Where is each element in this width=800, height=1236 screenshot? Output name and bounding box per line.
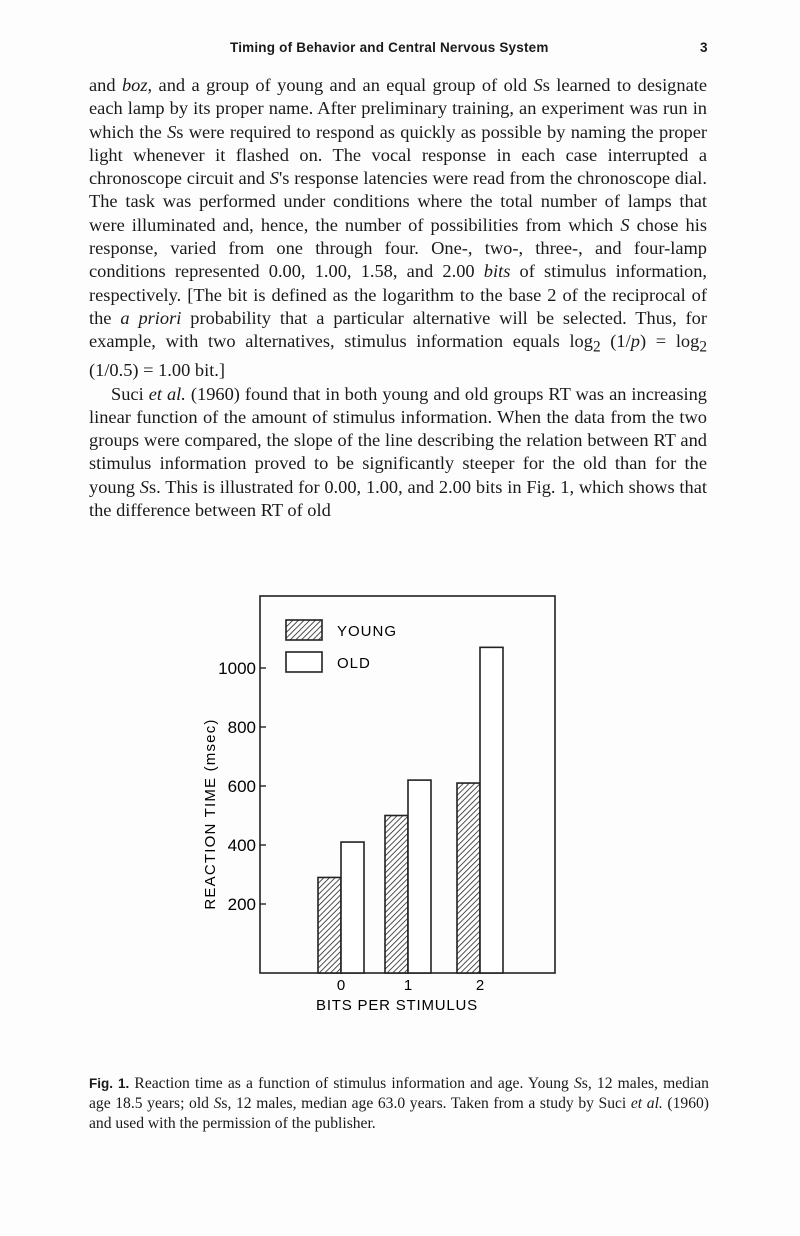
y-tick-label: 800 [227,718,256,737]
text-span: s learned to designate each lamp by its proper name. After preliminary training, an experiment was run in which the [89,75,708,142]
text-span: (1960) found that in both young and old groups RT was an increasing linear function of the amount of stimulus information. When the data from the two groups were compared, the slope of the line describing the relation between RT and stimulus information proved to be significantly steeper for the old than for the young [89,383,707,497]
text-span: p [630,331,640,352]
x-tick-label: 0 [336,977,346,994]
legend [286,620,397,672]
text-span: s. This is illustrated for 0.00, 1.00, and 2.00 bits in Fig. 1, which shows that the difference between RT of old [89,476,707,521]
bar-old-1 [408,780,431,973]
text-span: boz [121,75,148,95]
x-axis [337,977,484,994]
figure-1 [0,590,800,1065]
text-span: and [89,75,122,95]
text-span: s, 12 males, median age 18.5 years; old [89,1075,709,1112]
bar-young-1 [385,816,408,974]
x-tick-label: 1 [403,977,413,994]
page-number: 3 [700,40,708,55]
text-span: S [533,75,543,95]
figure-caption [89,1074,709,1134]
text-span: s, 12 males, median age 63.0 years. Taken from a study by Suci [221,1095,631,1112]
text-span: (1960) and used with the permission of the publisher. [89,1095,709,1132]
text-span: S [573,1075,582,1092]
paragraph-2 [89,383,707,523]
legend-label-young: YOUNG [337,623,398,640]
text-span: of stimulus information, respectively. [The bit is defined as the logarithm to the base 2 of the reciprocal of the [89,261,708,328]
body-text [89,74,707,522]
text-span: S [269,168,279,189]
text-span: S [139,476,149,497]
x-tick-label: 2 [475,977,485,994]
text-span: 's response latencies were read from the chronoscope dial. The task was performed under conditions where the total number of lamps that were illuminated and, hence, the number of possibilities from which [89,168,707,235]
text-span: S [620,214,630,235]
text-span: a priori [120,307,182,328]
subscript: 2 [699,338,707,356]
bar-old-2 [480,647,503,973]
running-title: Timing of Behavior and Central Nervous System [230,40,549,55]
subscript: 2 [592,338,601,356]
bar-young-0 [318,877,341,973]
y-tick-label: 200 [227,895,256,914]
x-axis-label: BITS PER STIMULUS [316,997,478,1014]
bar-young-2 [457,783,480,973]
text-span: s were required to respond as quickly as possible by naming the proper light whenever it flashed on. The vocal response in each case interrupted a chronoscope circuit and [89,121,708,189]
legend-swatch-young [286,620,322,640]
text-span: ) = log [639,331,700,352]
y-axis-label: REACTION TIME (msec) [202,718,219,910]
y-tick-label: 600 [227,777,256,796]
bars [318,647,503,973]
text-span: (1/ [600,331,631,352]
y-axis [218,659,266,914]
y-tick-label: 1000 [218,659,256,678]
text-span: S [167,121,177,142]
paragraph-1 [89,74,707,383]
text-span: et al. [630,1095,663,1112]
text-span: , and a group of young and an equal group of old [147,75,534,95]
text-span: (1/0.5) = 1.00 bit.] [89,360,226,381]
text-span: chose his response, varied from one through four. One-, two-, three-, and four-lamp conditions represented 0.00, 1.00, 1.58, and 2.00 [89,214,707,282]
legend-swatch-old [286,652,322,672]
text-span: bits [483,261,511,282]
text-span: Reaction time as a function of stimulus information and age. Young [129,1075,574,1092]
text-span: probability that a particular alternative will be selected. Thus, for example, with two alternatives, stimulus information equals log [89,307,707,352]
running-header [0,40,800,62]
bar-chart [0,590,800,1060]
text-span: S [213,1095,222,1112]
caption-label: Fig. 1. [89,1076,130,1091]
text-span: Suci [111,383,149,404]
legend-label-old: OLD [337,655,371,672]
text-span: et al. [148,383,186,404]
y-tick-label: 400 [227,836,256,855]
bar-old-0 [341,842,364,973]
